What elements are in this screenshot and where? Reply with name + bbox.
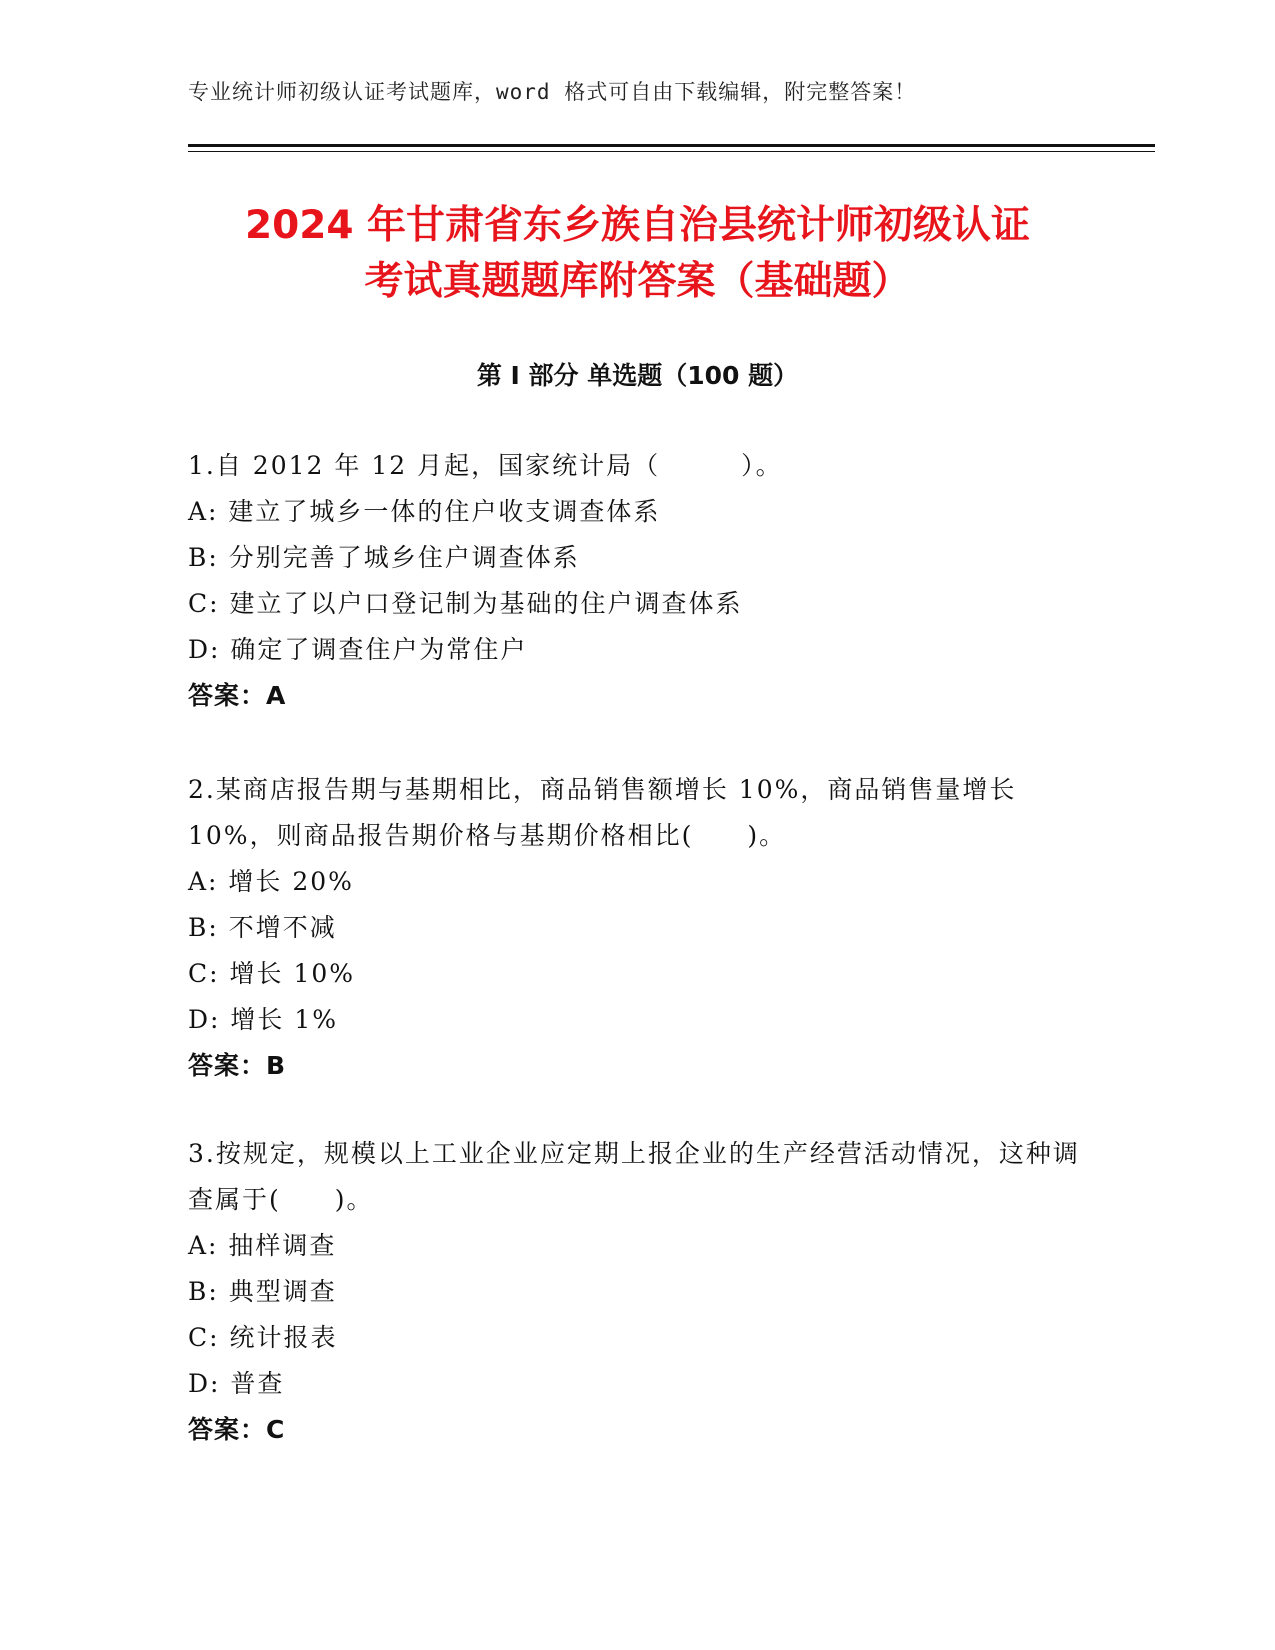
option-a: A: 抽样调查 <box>188 1231 337 1260</box>
option-d: D: 确定了调查住户为常住户 <box>188 635 528 664</box>
title-line-2: 考试真题题库附答案（基础题） <box>364 259 911 304</box>
header-rule-thin <box>188 151 1155 152</box>
option-c: C: 建立了以户口登记制为基础的住户调查体系 <box>188 589 743 618</box>
question-3 <box>188 1131 1088 1453</box>
section-heading: 第 I 部分 单选题（100 题） <box>476 361 799 390</box>
answer-line: 答案：A <box>188 681 287 710</box>
option-b: B: 分别完善了城乡住户调查体系 <box>188 543 580 572</box>
option-a: A: 建立了城乡一体的住户收支调查体系 <box>188 497 661 526</box>
header-note: 专业统计师初级认证考试题库，word 格式可自由下载编辑，附完整答案！ <box>188 80 917 104</box>
option-d: D: 增长 1% <box>188 1005 339 1034</box>
option-d: D: 普查 <box>188 1369 285 1398</box>
answer-line: 答案：C <box>188 1415 286 1444</box>
question-1 <box>188 443 1088 719</box>
option-c: C: 增长 10% <box>188 959 356 988</box>
document-title <box>150 198 1125 310</box>
option-b: B: 典型调查 <box>188 1277 337 1306</box>
option-c: C: 统计报表 <box>188 1323 338 1352</box>
question-stem: 3.按规定，规模以上工业企业应定期上报企业的生产经营活动情况，这种调查属于( )。 <box>188 1139 1080 1214</box>
question-stem: 1.自 2012 年 12 月起，国家统计局（ ）。 <box>188 451 783 480</box>
option-b: B: 不增不减 <box>188 913 337 942</box>
header-rule-thick <box>188 144 1155 147</box>
question-stem: 2.某商店报告期与基期相比，商品销售额增长 10%，商品销售量增长 10%，则商品报告期价格与基期价格相比( )。 <box>188 775 1017 850</box>
question-2 <box>188 767 1088 1089</box>
answer-line: 答案：B <box>188 1051 287 1080</box>
option-a: A: 增长 20% <box>188 867 354 896</box>
title-line-1: 2024 年甘肃省东乡族自治县统计师初级认证 <box>244 203 1031 248</box>
